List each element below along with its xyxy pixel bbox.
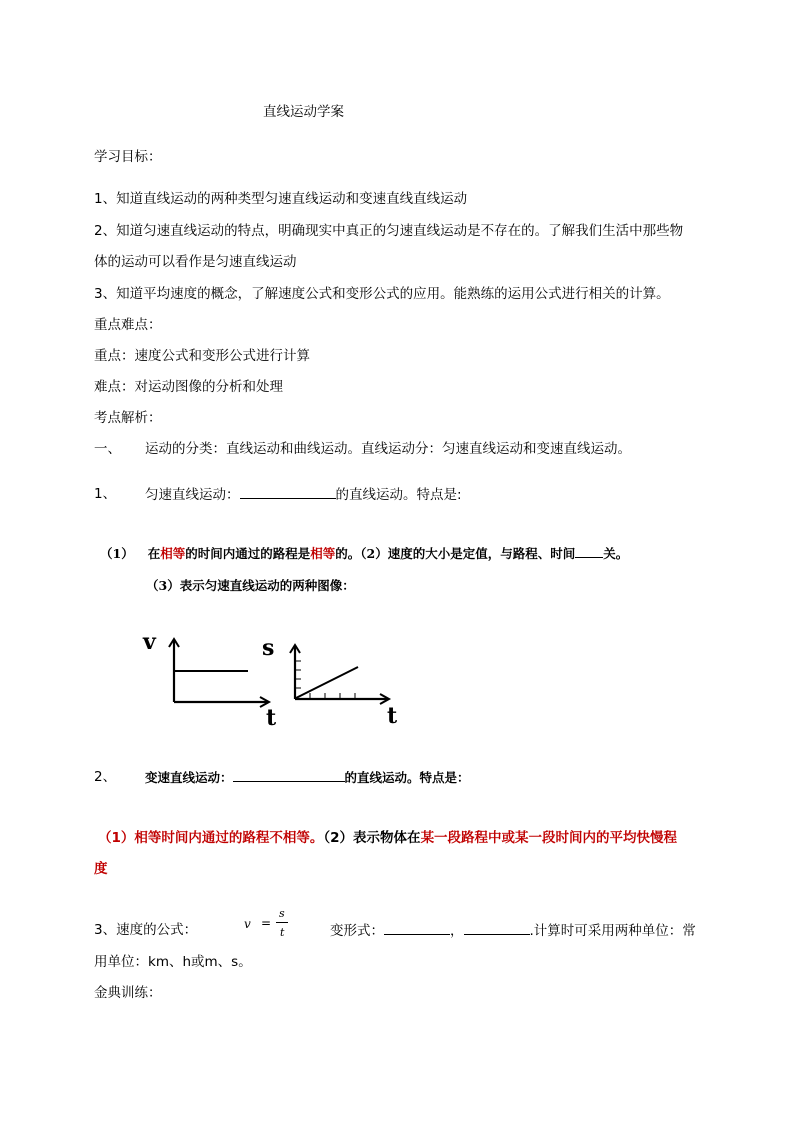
formula-v: v [244,917,251,931]
section-1-number: 一、 [94,441,121,457]
units-line: 用单位：km、h或m、s。 [94,954,252,970]
variable-c: （2）表示物体在 [323,830,421,846]
goal-2-line-1: 2、知道匀速直线运动的特点，明确现实中真正的匀速直线运动是不存在的。了解我们生活中那些物 [94,223,684,239]
s-t-graph [262,635,398,729]
formula-numerator: s [279,907,285,920]
variable-a: （1） [98,830,135,846]
goal-3: 3、知道平均速度的概念，了解速度公式和变形公式的应用。能熟练的运用公式进行相关的计算。 [94,286,670,302]
formula-equals: = [261,916,272,930]
goal-1: 1、知道直线运动的两种类型匀速直线运动和变速直线直线运动 [94,191,468,207]
formula-transform-line [330,920,696,941]
uniform-graphs-caption: （3）表示匀速直线运动的两种图像： [146,578,355,593]
distance-time-line [296,667,358,698]
goals-heading: 学习目标： [94,149,162,165]
item-2-line [145,767,470,788]
uniform-p1-equal-1: 相等 [160,546,186,561]
goal-2-line-2: 体的运动可以看作是匀速直线运动 [94,254,297,270]
item-2-label: 变速直线运动： [145,770,233,785]
item-1-line [145,484,462,505]
key-heading: 重点难点： [94,317,162,333]
page-title: 直线运动学案 [263,104,344,120]
variable-feature-line-1 [98,828,677,848]
uniform-p1-equal-2: 相等 [310,546,336,561]
uniform-p1-a: 在 [147,546,161,561]
section-1-text: 运动的分类：直线运动和曲线运动。直线运动分：匀速直线运动和变速直线运动。 [145,441,631,457]
uniform-p1-f: 关。 [603,546,629,561]
transform-blank-2[interactable] [464,920,530,935]
s-axis-label: s [262,635,275,661]
key-point: 重点：速度公式和变形公式进行计算 [94,348,310,364]
t-axis-label-left: t [266,705,277,730]
v-t-graph [142,629,277,730]
item-2-after: 的直线运动。特点是： [344,770,470,785]
practice-heading: 金典训练： [94,985,162,1001]
uniform-p1-blank[interactable] [575,543,603,558]
variable-b: 相等时间内通过的路程不相等。 [134,830,324,846]
item-2-blank[interactable] [233,767,345,782]
uniform-p1-c: 的时间内通过的路程是 [185,546,311,561]
difficult-point: 难点：对运动图像的分析和处理 [94,379,283,395]
item-1-blank[interactable] [240,484,336,499]
variable-d: 某一段路程中或某一段时间内的平均快慢程 [420,830,678,846]
formula-denominator: t [280,926,285,939]
transform-after: .计算时可采用两种单位：常 [529,923,696,939]
transform-blank-1[interactable] [384,920,450,935]
formula-label: 3、速度的公式： [94,922,198,938]
analysis-heading: 考点解析： [94,410,162,426]
uniform-p1-num: （1） [100,546,134,561]
variable-feature-line-2: 度 [94,861,108,877]
item-1-number: 1、 [94,486,117,502]
item-1-after: 的直线运动。特点是: [335,487,462,503]
transform-sep: ， [450,923,464,939]
uniform-motion-graphs [140,625,410,730]
uniform-feature-line [100,543,628,564]
uniform-p1-e: 的。（2）速度的大小是定值，与路程、时间 [335,546,576,561]
v-axis-label: v [143,629,156,655]
transform-label: 变形式： [330,923,384,939]
item-2-number: 2、 [94,769,117,785]
t-axis-label-right: t [387,703,398,729]
fraction-bar [276,922,288,923]
item-1-label: 匀速直线运动： [145,487,240,503]
